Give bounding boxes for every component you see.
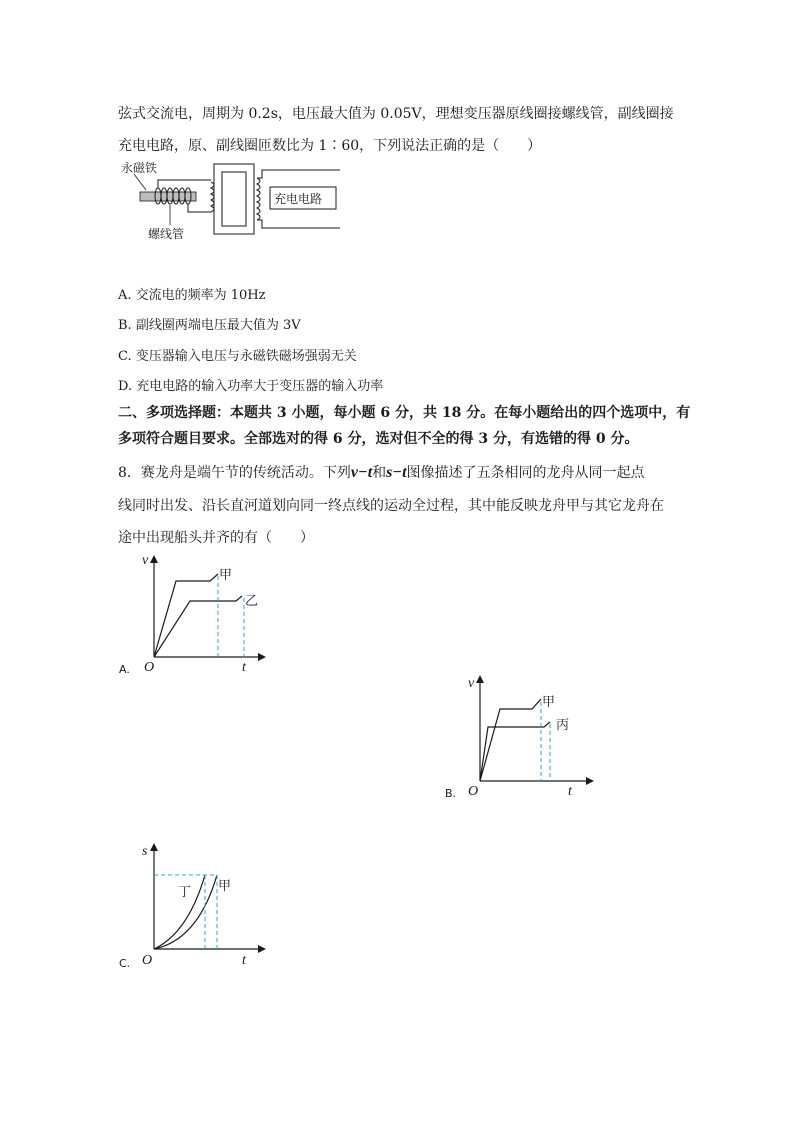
charging-circuit-label: 充电电路 <box>274 192 323 206</box>
q7-option-a: A. 交流电的频率为 10Hz <box>118 288 266 303</box>
q7-option-b: B. 副线圈两端电压最大值为 3V <box>118 318 301 333</box>
graph-a-label-yi: 乙 <box>245 594 259 609</box>
section2-line-1: 二、多项选择题：本题共 3 小题，每小题 6 分，共 18 分。在每小题给出的四个选项中，有 <box>118 405 691 421</box>
q7-line-2: 充电电路，原、副线圈匝数比为 1∶60，下列说法正确的是（ ） <box>118 138 542 154</box>
q8-line-3: 途中出现船头并齐的有（ ） <box>118 530 314 546</box>
graph-a-origin: O <box>144 660 155 675</box>
q8-and: 和 <box>372 465 387 481</box>
st-symbol: s−t <box>386 464 407 481</box>
q8-line-1-post: 图像描述了五条相同的龙舟从同一起点 <box>406 465 645 481</box>
q7-option-d: D. 充电电路的输入功率大于变压器的输入功率 <box>118 379 384 394</box>
magnet-bar <box>140 192 196 201</box>
graph-a-curve-jia <box>154 574 218 657</box>
coil-label: 螺线管 <box>148 227 185 241</box>
magnet-label: 永磁铁 <box>121 161 158 175</box>
graph-c-label-ding: 丁 <box>178 885 192 900</box>
graph-b-option: B. <box>445 787 457 800</box>
graph-c-x-label: t <box>242 953 246 968</box>
q8-line-1 <box>118 462 645 482</box>
transformer-figure <box>118 158 340 244</box>
graph-b-origin: O <box>468 784 479 799</box>
vt-symbol: v−t <box>350 464 373 481</box>
graph-b <box>444 672 594 802</box>
graph-b-label-bing: 丙 <box>556 718 570 733</box>
graph-b-curve-bing <box>480 722 550 781</box>
graph-a-y-label: v <box>142 553 149 568</box>
graph-c-origin: O <box>142 953 153 968</box>
q7-line-1: 弦式交流电，周期为 0.2s，电压最大值为 0.05V，理想变压器原线圈接螺线管，副线圈接 <box>118 106 674 122</box>
graph-a-option: A. <box>119 663 130 676</box>
q8-line-2: 线同时出发、沿长直河道划向同一终点线的运动全过程，其中能反映龙舟甲与其它龙舟在 <box>118 498 664 514</box>
graph-a-curve-yi <box>154 596 242 657</box>
transformer <box>211 164 260 234</box>
graph-a-x-label: t <box>242 660 246 675</box>
graph-c-option: C. <box>119 957 131 970</box>
graph-b-curve-jia <box>480 699 541 781</box>
graph-b-y-label: v <box>468 676 475 691</box>
q7-option-c: C. 变压器输入电压与永磁铁磁场强弱无关 <box>118 349 357 364</box>
graph-c-label-jia: 甲 <box>218 879 232 894</box>
graph-c-y-label: s <box>142 844 148 859</box>
graph-c <box>118 838 268 972</box>
q8-line-1-pre: 8．赛龙舟是端午节的传统活动。下列 <box>118 465 351 481</box>
graph-b-label-jia: 甲 <box>542 695 556 710</box>
graph-a <box>118 550 268 676</box>
graph-a-label-jia: 甲 <box>219 568 233 583</box>
graph-b-x-label: t <box>568 784 572 799</box>
section2-line-2: 多项符合题目要求。全部选对的得 6 分，选对但不全的得 3 分，有选错的得 0 分。 <box>118 431 639 447</box>
